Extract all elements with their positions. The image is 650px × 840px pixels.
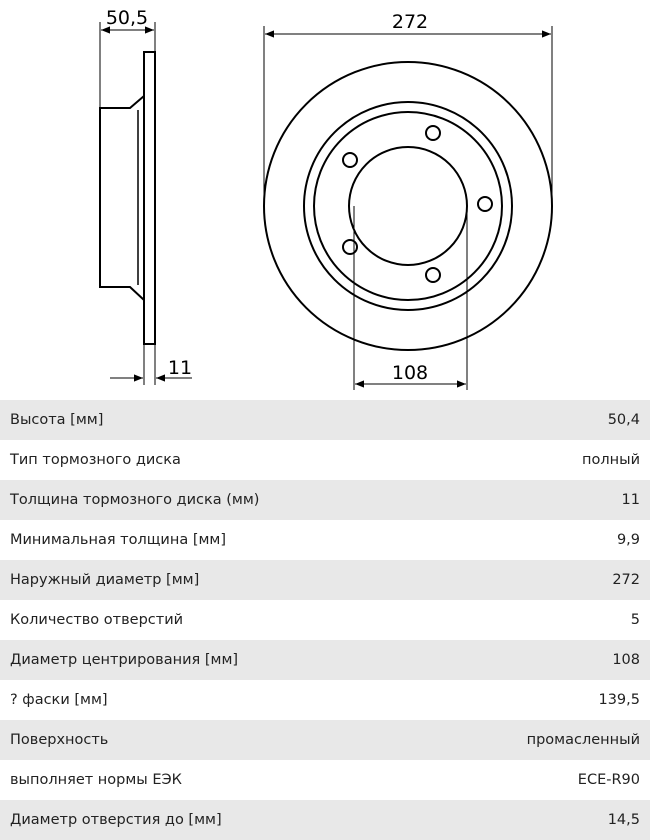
bolt-holes: [343, 126, 492, 282]
table-row: [0, 560, 650, 600]
side-view: [100, 22, 155, 385]
spec-value: полный: [582, 452, 640, 468]
bolt-hole: [343, 240, 357, 254]
table-row: [0, 440, 650, 480]
spec-label: Высота [мм]: [10, 412, 104, 428]
spec-value: 108: [612, 652, 640, 668]
spec-label: Диаметр центрирования [мм]: [10, 652, 239, 668]
specs-table: [0, 400, 650, 840]
spec-label: выполняет нормы ЕЭК: [10, 772, 182, 788]
table-row: [0, 520, 650, 560]
spec-label: Тип тормозного диска: [10, 452, 181, 468]
disc-plate: [144, 52, 155, 344]
bolt-hole: [343, 153, 357, 167]
table-row: [0, 720, 650, 760]
spec-value: 50,4: [607, 412, 640, 428]
spec-value: ECE-R90: [577, 772, 640, 788]
outer-rim-circle: [264, 62, 552, 350]
spec-label: Толщина тормозного диска (мм): [10, 492, 260, 508]
spec-label: ? фаски [мм]: [10, 692, 108, 708]
table-row: [0, 800, 650, 840]
bolt-hole: [478, 197, 492, 211]
hat-outer-circle: [304, 102, 512, 310]
spec-value: 5: [630, 612, 640, 628]
table-row: [0, 480, 650, 520]
technical-drawing: [0, 0, 650, 400]
spec-label: Диаметр отверстия до [мм]: [10, 812, 222, 828]
spec-label: Поверхность: [10, 732, 109, 748]
spec-value: 139,5: [598, 692, 640, 708]
bolt-hole: [426, 126, 440, 140]
spec-value: 11: [621, 492, 640, 508]
table-row: [0, 760, 650, 800]
outer-diameter-label: 272: [391, 11, 429, 33]
table-row: [0, 600, 650, 640]
brake-disc-drawing: [0, 0, 650, 400]
bolt-hole: [426, 268, 440, 282]
center-bore-circle: [349, 147, 467, 265]
table-row: [0, 640, 650, 680]
hat-step-circle: [314, 112, 502, 300]
spec-label: Количество отверстий: [10, 612, 184, 628]
center-diameter-label: 108: [391, 362, 429, 384]
table-row: [0, 400, 650, 440]
height-dimension-label: 50,5: [105, 7, 149, 29]
table-row: [0, 680, 650, 720]
spec-value: промасленный: [526, 732, 640, 748]
front-view: [264, 26, 552, 390]
spec-value: 14,5: [607, 812, 640, 828]
spec-label: Наружный диаметр [мм]: [10, 572, 200, 588]
spec-label: Минимальная толщина [мм]: [10, 532, 227, 548]
spec-value: 9,9: [616, 532, 640, 548]
spec-value: 272: [612, 572, 640, 588]
thickness-dimension-label: 11: [167, 357, 193, 379]
